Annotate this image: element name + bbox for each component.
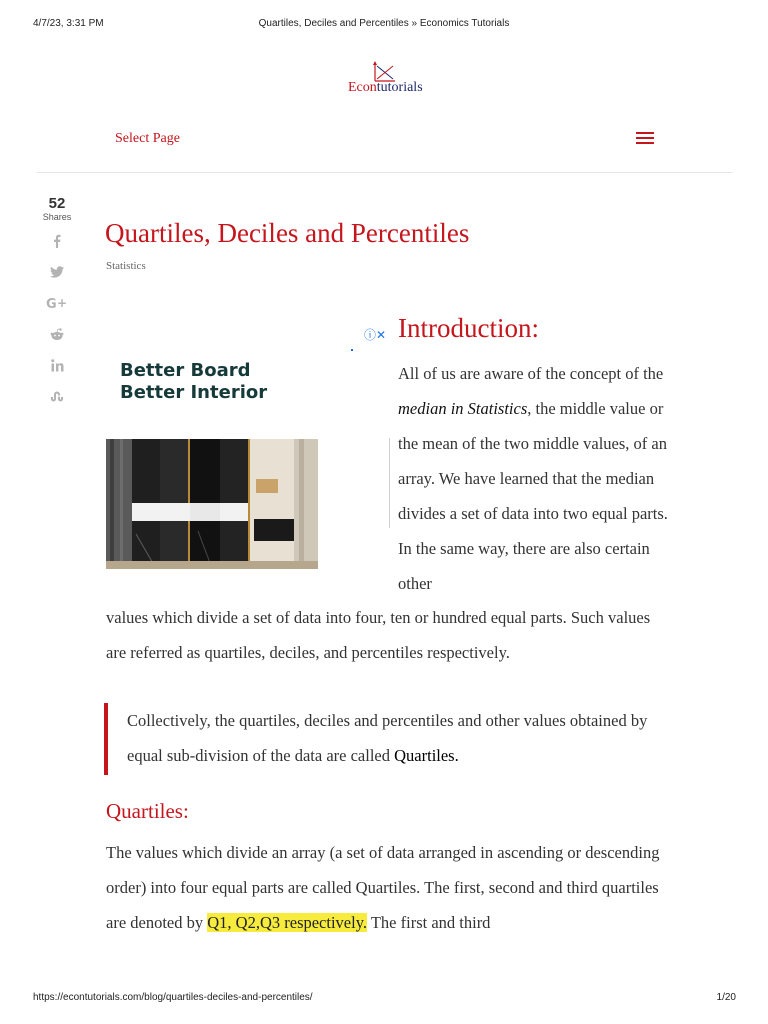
print-page-title: Quartiles, Deciles and Percentiles » Economics Tutorials <box>258 18 510 29</box>
logo-text-tutorials: tutorials <box>376 80 423 95</box>
intro-text-start: All of us are aware of the concept of the <box>398 364 664 383</box>
ad-headline-line-1: Better Board <box>120 360 251 381</box>
ad-divider <box>389 438 390 528</box>
introduction-paragraph <box>398 356 668 601</box>
hamburger-menu-icon[interactable] <box>636 131 654 146</box>
select-page-dropdown[interactable]: Select Page <box>115 131 180 146</box>
blockquote-text <box>127 703 667 773</box>
facebook-icon[interactable] <box>46 231 68 251</box>
blockquote-emphasis: Quartiles. <box>394 746 459 765</box>
print-datetime: 4/7/23, 3:31 PM <box>33 18 104 29</box>
ad-badge[interactable] <box>364 326 386 343</box>
intro-text-rest: , the middle value or the mean of the two middle values, of an array. We have learned that the median divides a set of data into two equal parts. In the same way, there are also certain other <box>398 399 668 593</box>
quartiles-highlight: Q1, Q2,Q3 respectively. <box>207 913 368 932</box>
median-in-statistics-link[interactable]: median in Statistics <box>398 399 528 418</box>
site-logo[interactable] <box>318 58 453 104</box>
advertisement[interactable] <box>104 322 392 574</box>
quartiles-text-body: The values which divide an array (a set of data arranged in ascending or descending order) into four equal parts are called Quartiles. The first, second and third quartiles are denoted by <box>106 843 660 932</box>
google-plus-icon[interactable] <box>46 293 68 313</box>
header-divider <box>37 172 733 173</box>
twitter-icon[interactable] <box>46 262 68 282</box>
print-page-number: 1/20 <box>716 992 736 1003</box>
linkedin-icon[interactable] <box>46 355 68 375</box>
svg-text:G: G <box>46 297 57 310</box>
blockquote <box>104 703 664 775</box>
print-url: https://econtutorials.com/blog/quartiles-deciles-and-percentiles/ <box>33 992 313 1003</box>
ad-headline-line-2: Better Interior <box>120 382 268 403</box>
reddit-icon[interactable] <box>46 324 68 344</box>
ad-close-icon[interactable]: ✕ <box>376 328 387 342</box>
share-count-label: Shares <box>42 212 72 222</box>
introduction-heading: Introduction: <box>398 313 539 343</box>
quartiles-heading: Quartiles: <box>106 799 189 823</box>
introduction-paragraph-continued: values which divide a set of data into four, ten or hundred equal parts. Such values are referred as quartiles, deciles, and percentiles respectively. <box>106 608 651 662</box>
quartiles-paragraph <box>106 835 666 940</box>
ad-info-icon[interactable]: ⓘ <box>364 328 377 342</box>
share-count-number: 52 <box>48 195 66 212</box>
logo-text-econ: Econ <box>348 80 377 95</box>
blockquote-text-body: Collectively, the quartiles, deciles and percentiles and other values obtained by equal sub-division of the data are called <box>127 711 648 765</box>
ad-headline[interactable] <box>120 360 267 404</box>
ad-wardrobe-image[interactable] <box>106 439 318 569</box>
category-link[interactable]: Statistics <box>106 260 146 272</box>
stumbleupon-icon[interactable] <box>46 386 68 406</box>
svg-text:+: + <box>57 296 68 310</box>
blockquote-bar <box>104 703 108 775</box>
ad-marker <box>351 349 353 351</box>
quartiles-text-end: The first and third <box>367 913 491 932</box>
share-count <box>40 196 74 222</box>
logo-text <box>348 80 423 96</box>
article-title: Quartiles, Deciles and Percentiles <box>105 218 470 248</box>
